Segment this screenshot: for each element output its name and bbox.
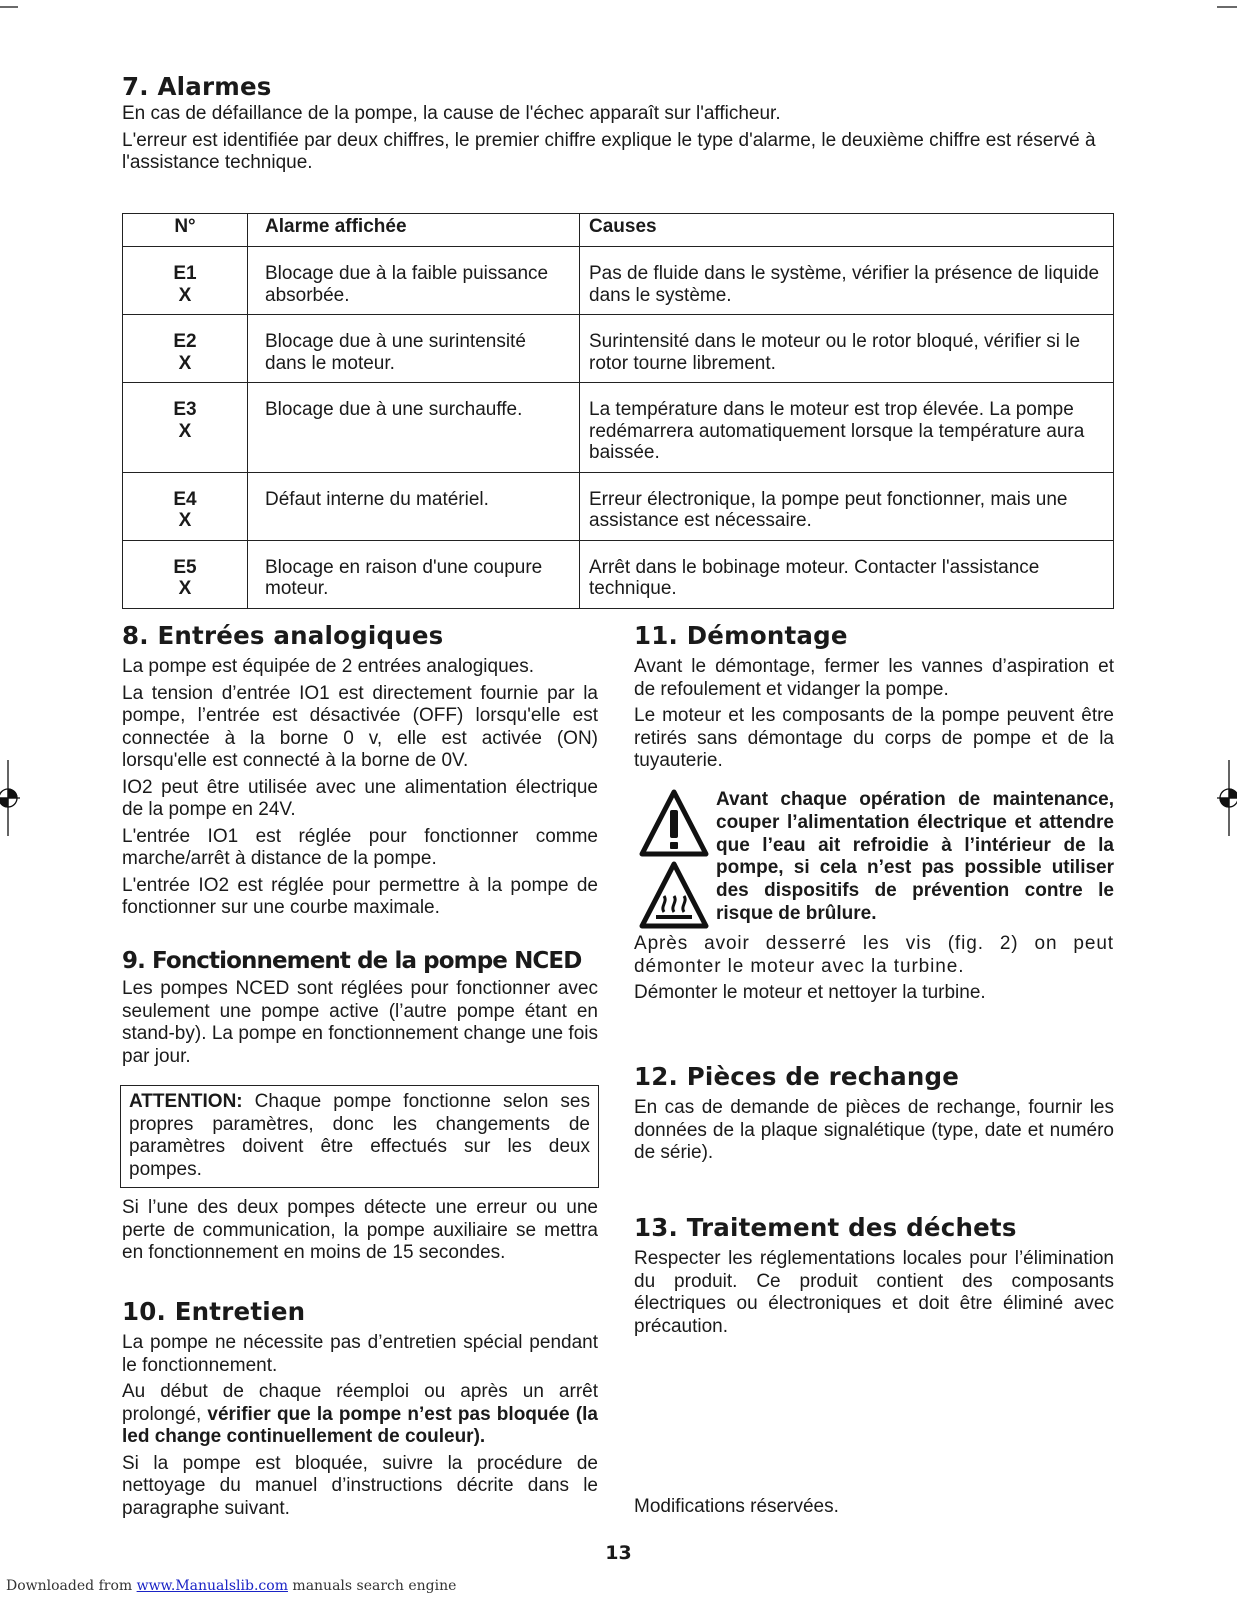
section-13-text-1: Respecter les réglementations locales pour l’élimination du produit. Ce produit contient des composants électriques ou électroniques et doit être éliminé avec précaution. [634,1248,1114,1337]
alarms-table [122,213,1114,609]
alarm-cause-cell: Erreur électronique, la pompe peut fonctionner, mais une assistance est nécessaire. [580,472,1114,540]
warning-triangle-icon [638,788,710,858]
section-8-text-2: La tension d’entrée IO1 est directement fournie par la pompe, l’entrée est désactivée (OFF) lorsqu'elle est connectée à la borne 0 v, elle est activée (ON) lorsqu'elle est connecté à la borne de 0V. [122,682,598,771]
hot-surface-icon [638,860,710,930]
alarm-displayed-cell: Blocage due à une surintensité dans le moteur. [248,315,580,383]
alarm-digit: X [178,578,192,599]
section-9-text-2: Si l’une des deux pompes détecte une erreur ou une perte de communication, la pompe auxiliaire se mettra en fonctionnement en moins de 15 secondes. [122,1197,598,1263]
footer-suffix: manuals search engine [287,1578,457,1594]
section-11-text-3: Après avoir desserré les vis (fig. 2) on peut démonter le moteur avec la turbine. [634,933,1114,977]
column-header-causes: Causes [580,214,1114,247]
page-number: 13 [605,1542,632,1564]
section-13-title: 13. Traitement des déchets [634,1213,1017,1242]
section-10-text-2-start: Au début de chaque réemploi ou après un arrêt prolongé, [122,1381,598,1425]
section-8-text-1: La pompe est équipée de 2 entrées analogiques. [122,656,534,677]
alarm-code-cell [123,472,248,540]
section-10-text-3: Si la pompe est bloquée, suivre la procédure de nettoyage du manuel d’instructions décrite dans le paragraphe suivant. [122,1452,598,1519]
section-11-text-2: Le moteur et les composants de la pompe peuvent être retirés sans démontage du corps de pompe et de la tuyauterie. [634,705,1114,771]
alarm-digit: X [178,510,192,531]
alarm-displayed-cell: Défaut interne du matériel. [248,472,580,540]
manualslib-link[interactable]: www.Manualslib.com [136,1578,288,1594]
alarm-code: E4 [173,488,197,510]
section-8-text-4: L'entrée IO1 est réglée pour fonctionner comme marche/arrêt à distance de la pompe. [122,825,598,869]
table-row [123,315,1114,383]
alarm-code-cell [123,540,248,608]
alarm-code-cell [123,383,248,473]
registration-mark-icon [1217,760,1237,836]
section-11-title: 11. Démontage [634,621,848,650]
section-7-intro: En cas de défaillance de la pompe, la cause de l'échec apparaît sur l'afficheur. [122,103,781,124]
section-12-text-1: En cas de demande de pièces de rechange, fournir les données de la plaque signalétique (type, date et numéro de série). [634,1097,1114,1163]
alarm-digit: X [178,420,192,442]
alarm-code: E2 [173,331,197,352]
alarm-code-cell [123,247,248,315]
section-8-text-3: IO2 peut être utilisée avec une alimentation électrique de la pompe en 24V. [122,776,598,820]
alarm-cause-cell: Arrêt dans le bobinage moteur. Contacter l'assistance technique. [580,540,1114,608]
section-12-title: 12. Pièces de rechange [634,1062,960,1091]
download-footer [6,1578,456,1594]
attention-label: ATTENTION: [129,1091,243,1112]
section-8-title: 8. Entrées analogiques [122,621,444,650]
column-header-number: N° [123,214,248,247]
modifications-note: Modifications réservées. [634,1496,839,1517]
section-8-text-5: L'entrée IO2 est réglée pour permettre à la pompe de fonctionner sur une courbe maximale. [122,874,598,918]
table-row [123,383,1114,473]
alarm-displayed-cell: Blocage en raison d'une coupure moteur. [248,540,580,608]
alarm-code-cell [123,315,248,383]
section-9-title: 9. Fonctionnement de la pompe NCED [122,948,582,974]
section-10-text-1: La pompe ne nécessite pas d’entretien spécial pendant le fonctionnement. [122,1332,598,1376]
table-row [123,247,1114,315]
section-10-text-2 [122,1381,598,1449]
table-row [123,472,1114,540]
section-10-title: 10. Entretien [122,1297,306,1326]
maintenance-warning-text: Avant chaque opération de maintenance, couper l’alimentation électrique et attendre que l’eau ait refroidie à l’intérieur de la pompe, si cela n’est pas possible utiliser des dispositifs de prévention contre le risque de brûlure. [716,789,1114,924]
attention-box [120,1085,599,1188]
section-7-title: 7. Alarmes [122,72,272,101]
alarm-cause-cell: Pas de fluide dans le système, vérifier la présence de liquide dans le système. [580,247,1114,315]
alarm-digit: X [178,284,192,306]
alarm-cause-cell: La température dans le moteur est trop élevée. La pompe redémarrera automatiquement lorsque la température aura baissée. [580,383,1114,473]
section-7-detail: L'erreur est identifiée par deux chiffres, le premier chiffre explique le type d'alarme, le deuxième chiffre est réservé à l'assistance technique. [122,129,1096,173]
attention-paragraph [129,1091,590,1181]
section-9-text-1: Les pompes NCED sont réglées pour fonctionner avec seulement une pompe active (l’autre pompe étant en stand-by). La pompe en fonctionnement change une fois par jour. [122,978,598,1067]
alarm-cause-cell: Surintensité dans le moteur ou le rotor bloqué, vérifier si le rotor tourne librement. [580,315,1114,383]
alarm-code: E5 [173,556,197,578]
alarm-code: E3 [173,399,197,420]
section-10-text-2-bold: vérifier que la pompe n’est pas bloquée (la led change continuellement de couleur). [122,1403,598,1447]
table-row [123,540,1114,608]
table-header-row [123,214,1114,247]
alarm-displayed-cell: Blocage due à une surchauffe. [248,383,580,473]
attention-text: Chaque pompe fonctionne selon ses propres paramètres, donc les changements de paramètres doivent être effectués sur les deux pompes. [129,1091,590,1180]
footer-prefix: Downloaded from [6,1578,137,1594]
section-11-text-4: Démonter le moteur et nettoyer la turbine. [634,982,986,1003]
alarm-code: E1 [173,263,197,284]
registration-mark-icon [0,760,20,836]
column-header-alarm: Alarme affichée [248,214,580,247]
alarm-digit: X [178,352,192,374]
section-11-text-1: Avant le démontage, fermer les vannes d’aspiration et de refoulement et vidanger la pompe. [634,656,1114,700]
alarm-displayed-cell: Blocage due à la faible puissance absorbée. [248,247,580,315]
